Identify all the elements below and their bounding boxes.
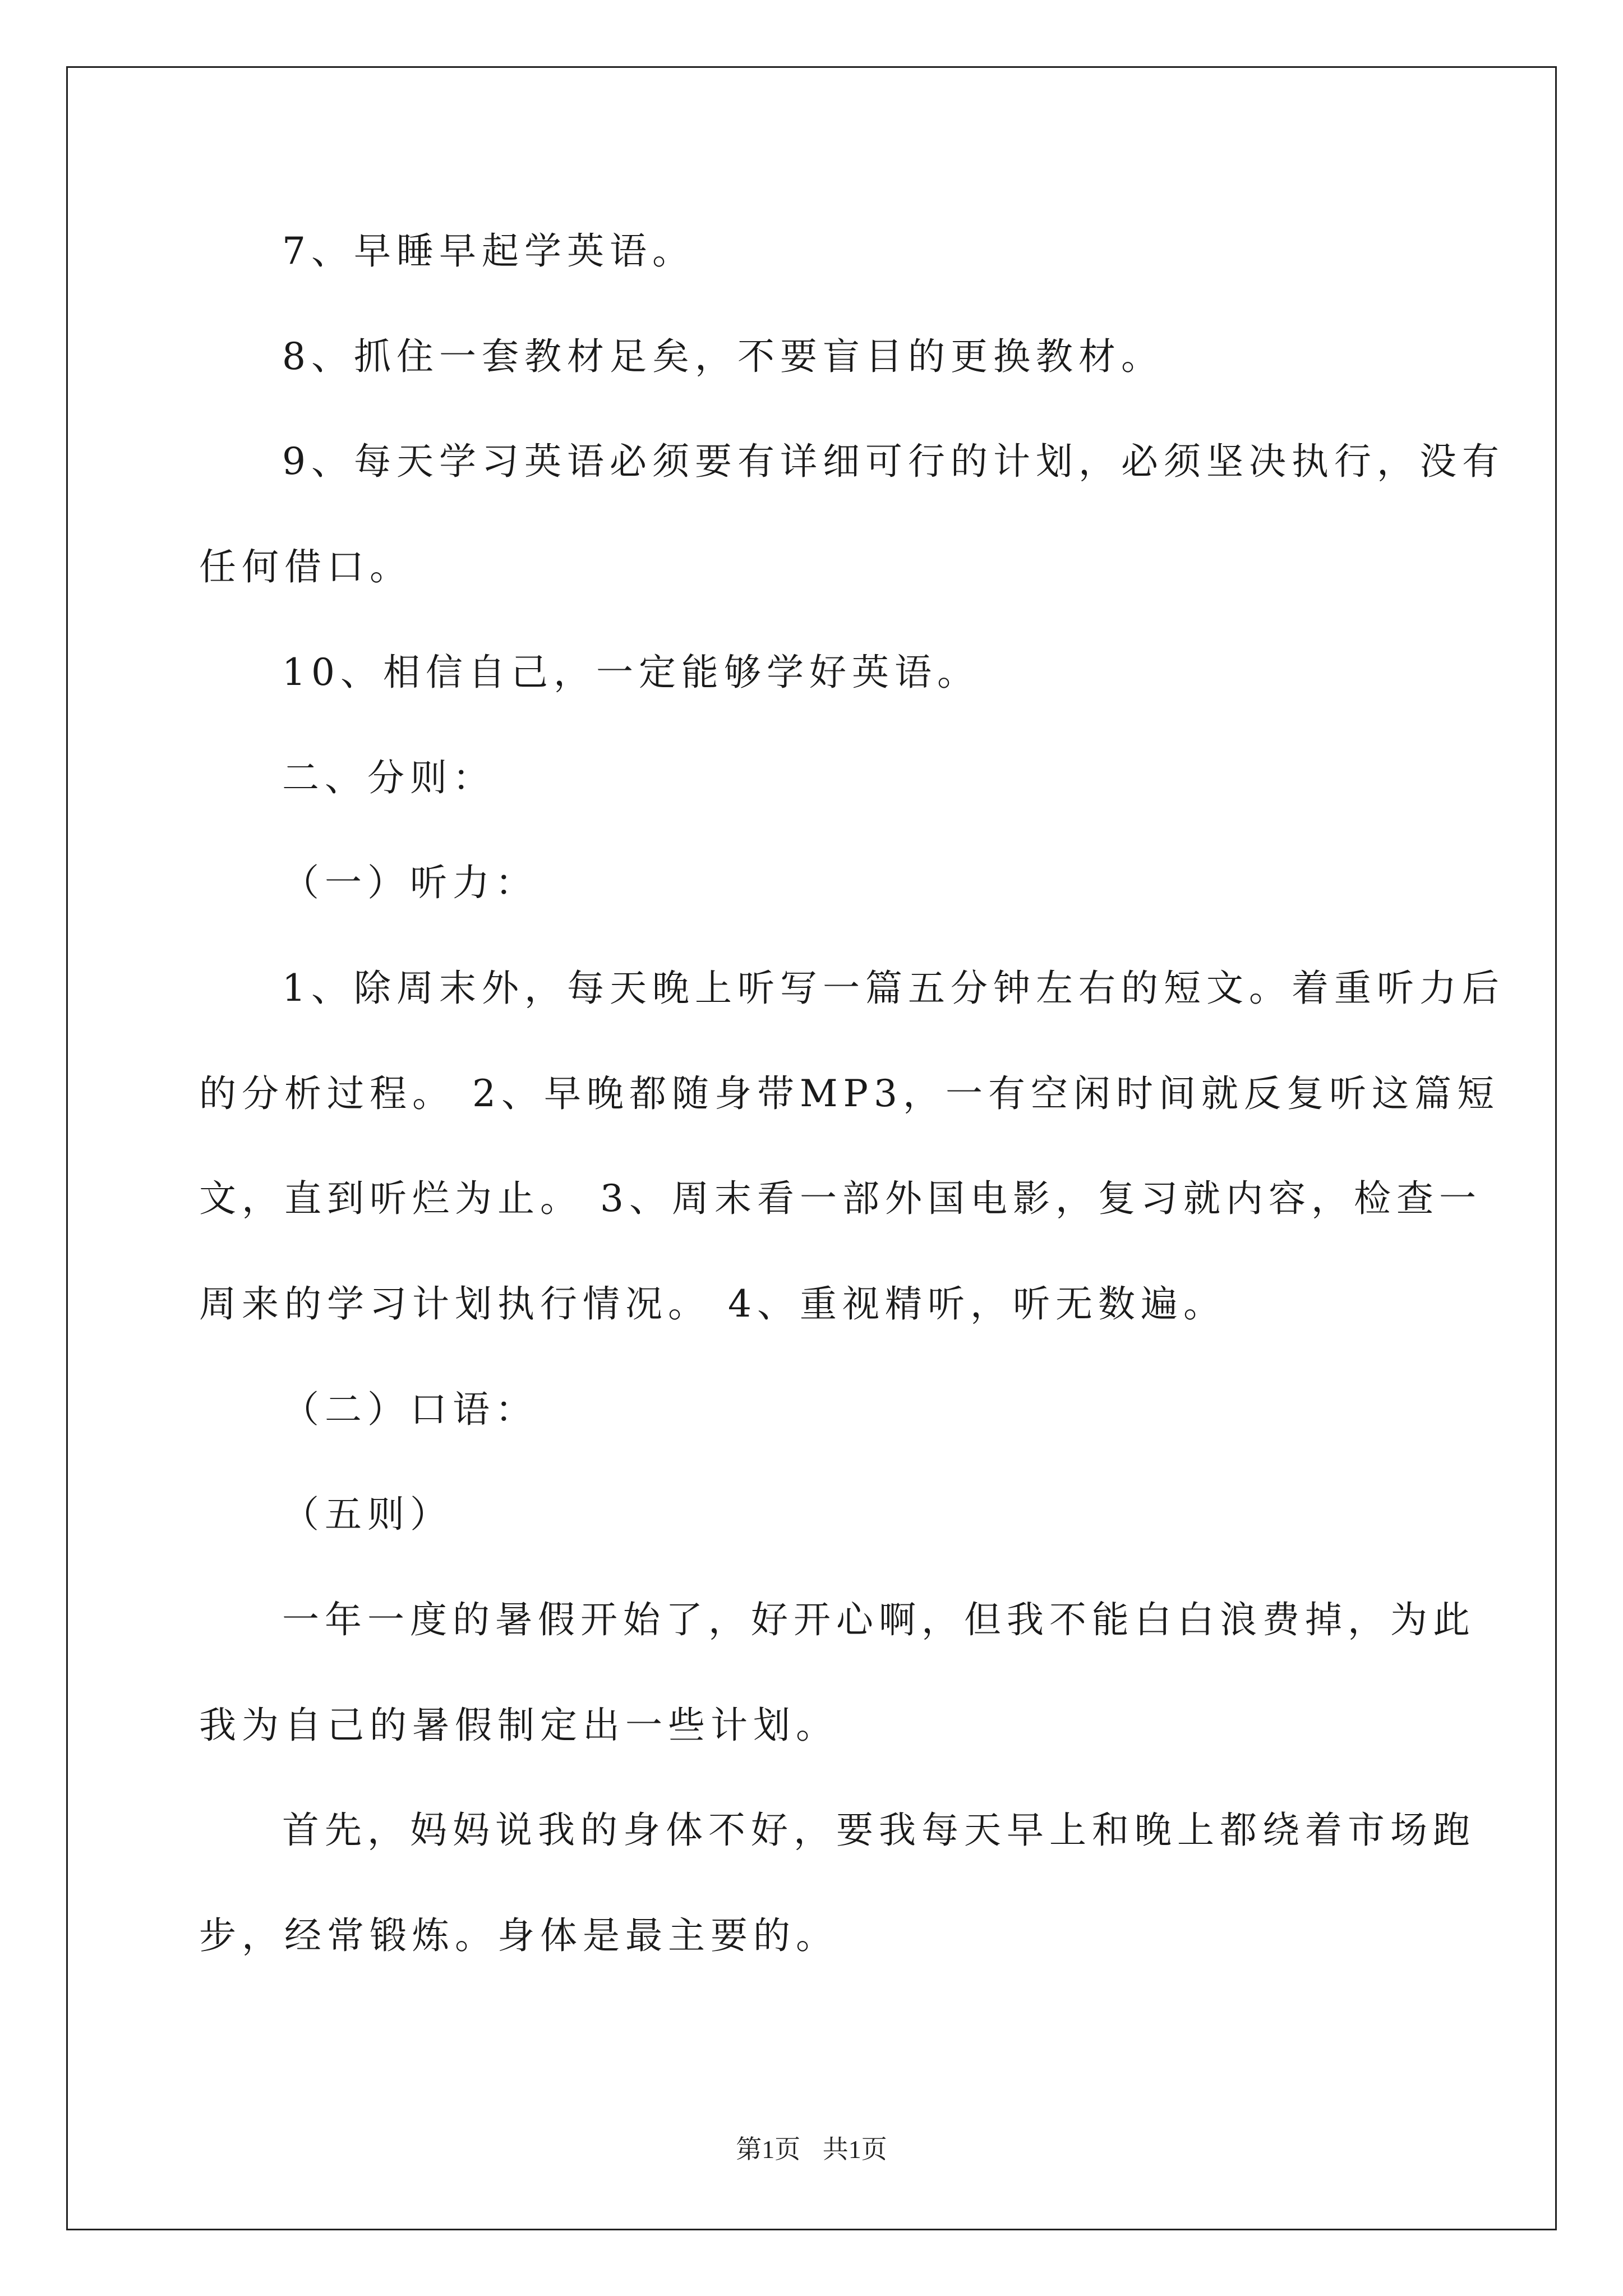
paragraph-line: 文，直到听烂为止。 3、周末看一部外国电影，复习就内容，检查一 (199, 1177, 1482, 1220)
paragraph-line: 的分析过程。 2、早晚都随身带MP3，一有空闲时间就反复听这篇短 (199, 1072, 1500, 1115)
page-number-current: 第1页 (736, 2135, 801, 2164)
subsection-heading: （五则） (282, 1493, 453, 1536)
page-border (66, 66, 1557, 2230)
paragraph-line: 周来的学习计划执行情况。 4、重视精听，听无数遍。 (199, 1282, 1226, 1326)
paragraph-line: 1、除周末外，每天晚上听写一篇五分钟左右的短文。着重听力后 (282, 967, 1505, 1010)
subsection-heading: （二）口语： (282, 1388, 538, 1431)
paragraph-line: 一年一度的暑假开始了，好开心啊，但我不能白白浪费掉，为此 (282, 1598, 1476, 1641)
paragraph-line: 10、相信自己，一定能够学好英语。 (282, 651, 980, 694)
paragraph-line: 9、每天学习英语必须要有详细可行的计划，必须坚决执行，没有 (282, 440, 1505, 483)
page-footer (0, 2129, 1623, 2166)
paragraph-line: 任何借口。 (199, 545, 412, 588)
paragraph-line: 我为自己的暑假制定出一些计划。 (199, 1704, 838, 1747)
paragraph-line: 8、抓住一套教材足矣，不要盲目的更换教材。 (282, 335, 1164, 378)
paragraph-line: 步，经常锻炼。身体是最主要的。 (199, 1914, 838, 1957)
page-number-total: 共1页 (822, 2135, 887, 2164)
paragraph-line: 首先，妈妈说我的身体不好，要我每天早上和晚上都绕着市场跑 (282, 1809, 1476, 1852)
paragraph-line: 7、早睡早起学英语。 (282, 229, 695, 273)
section-heading: 二、分则： (282, 756, 495, 799)
subsection-heading: （一）听力： (282, 861, 538, 904)
